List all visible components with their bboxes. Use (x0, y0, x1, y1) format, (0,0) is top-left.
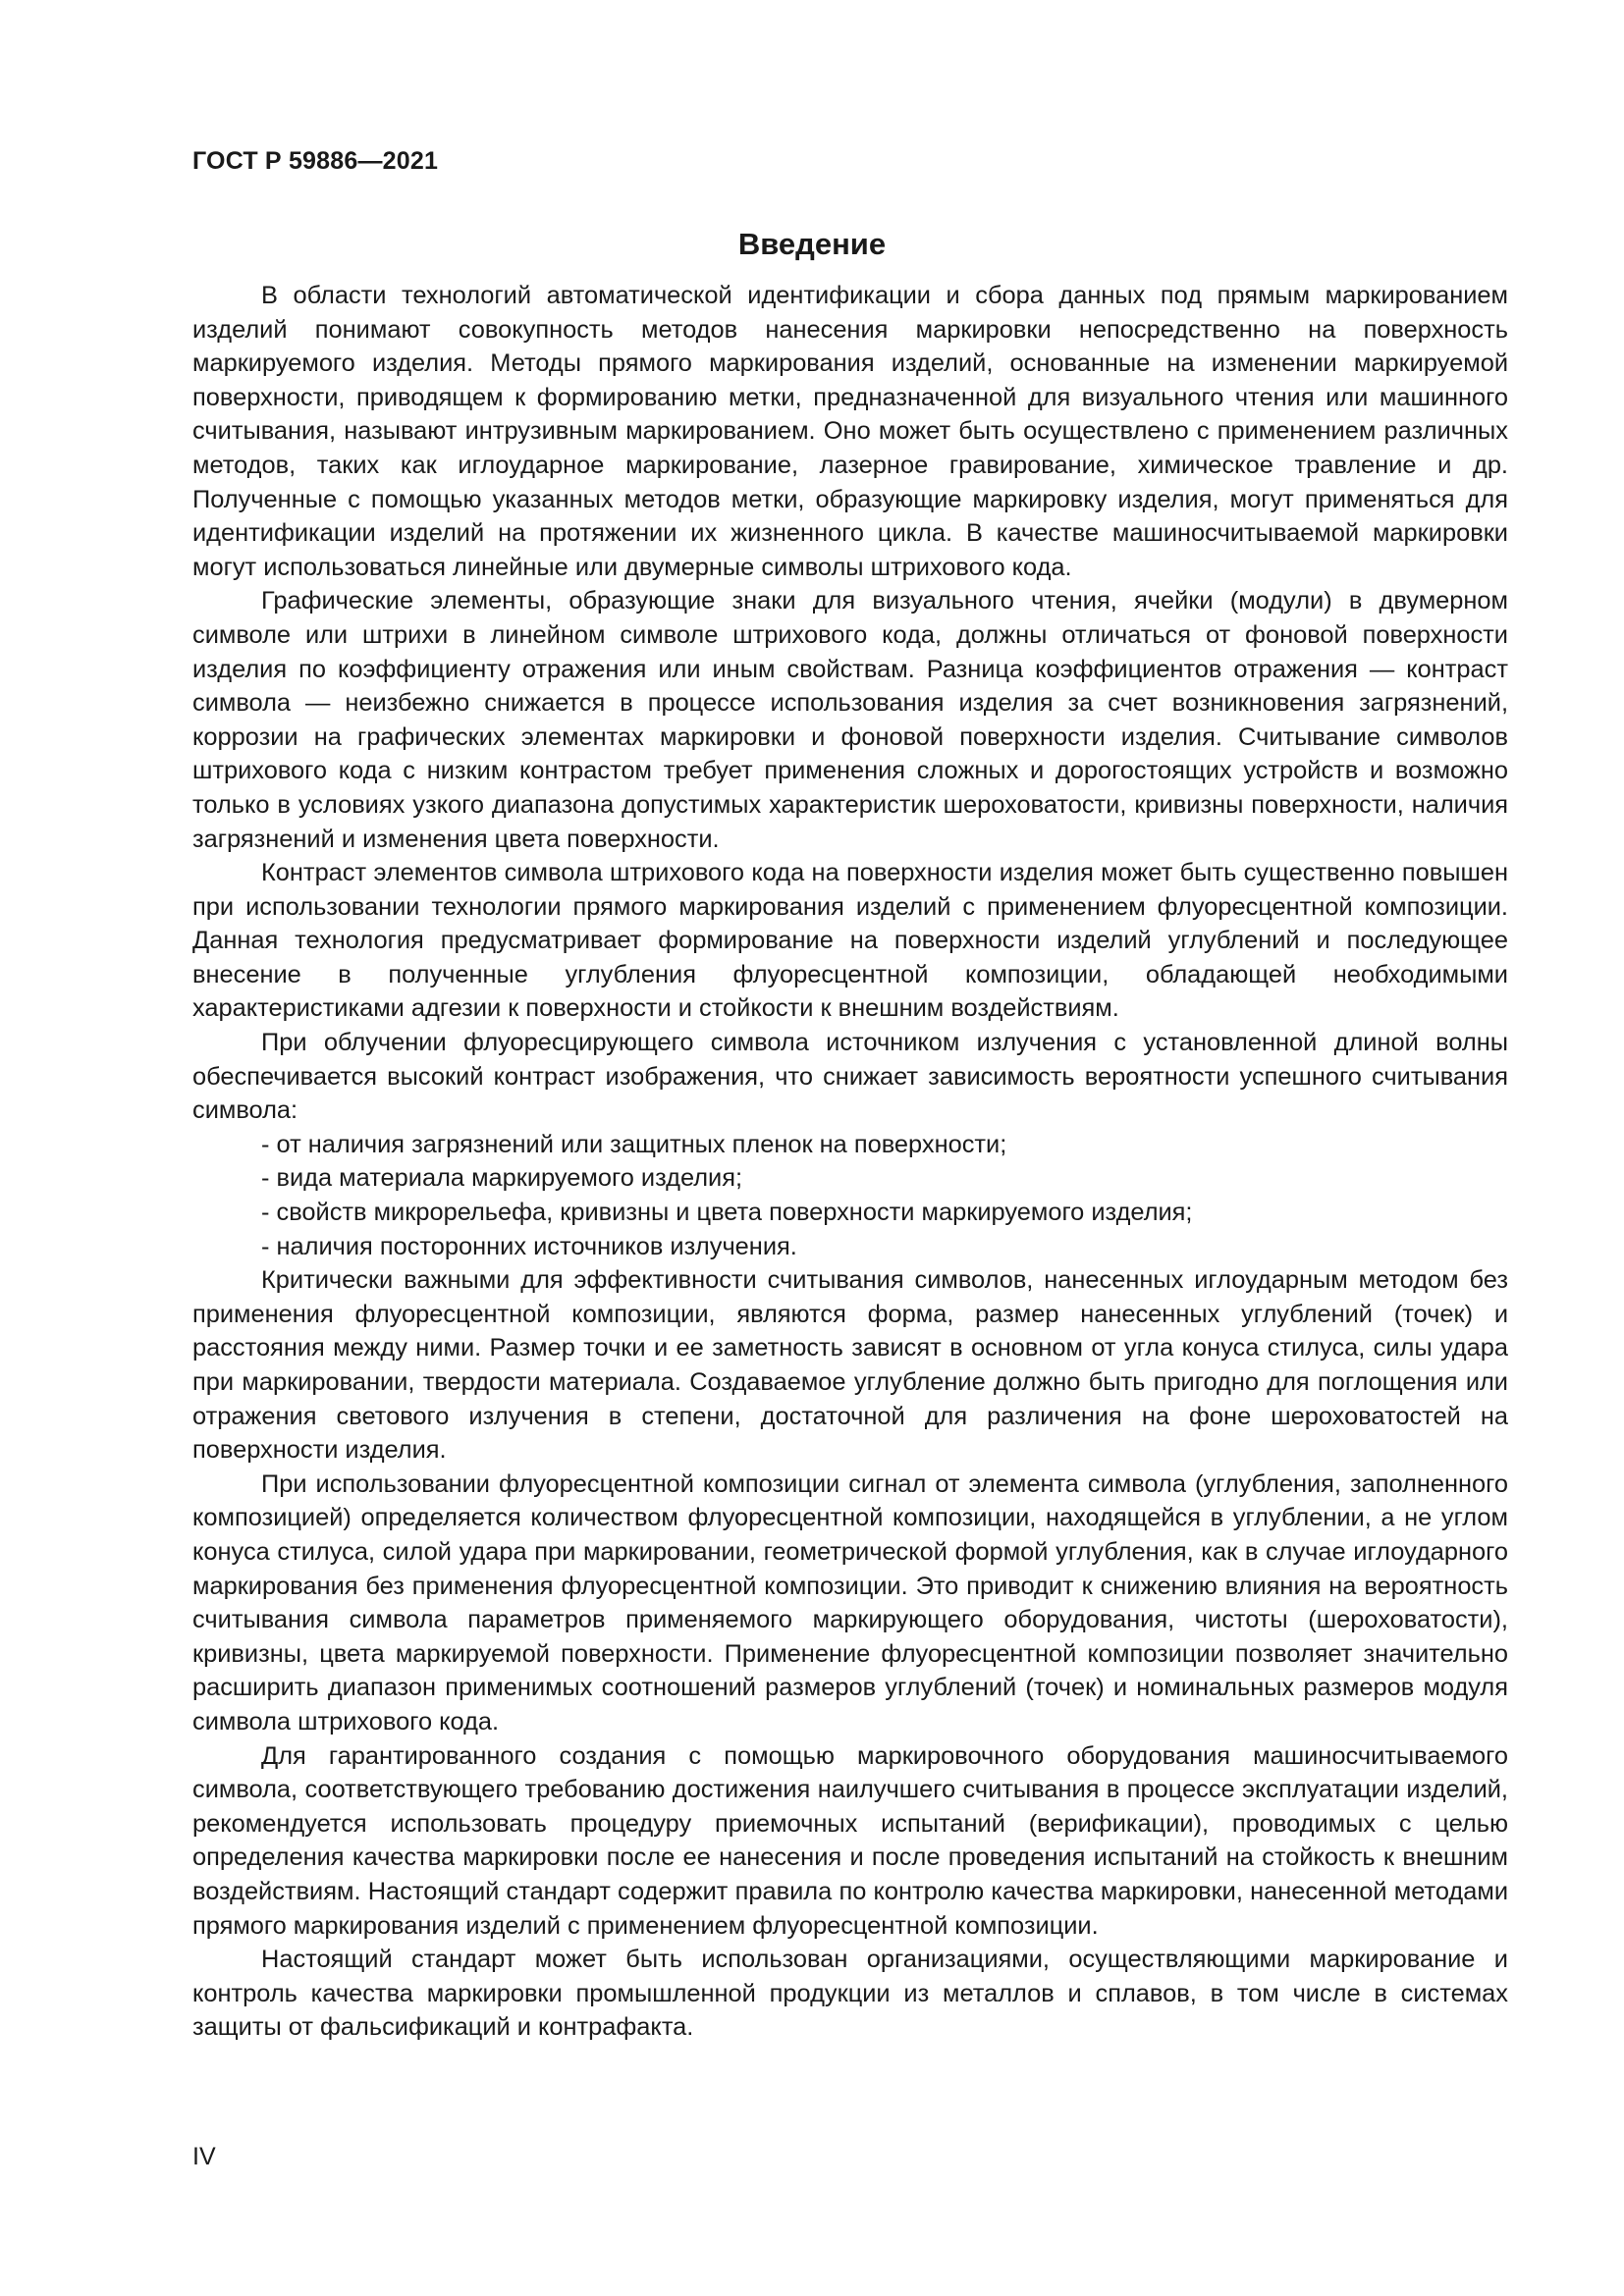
list-item: - свойств микрорельефа, кривизны и цвета поверхности маркируемого изделия; (261, 1199, 1193, 1227)
list-item: - от наличия загрязнений или защитных пленок на поверхности; (261, 1130, 1007, 1158)
document-code: ГОСТ Р 59886—2021 (192, 147, 439, 175)
page-number: IV (192, 2143, 216, 2170)
paragraph: Настоящий стандарт может быть использован организациями, осуществляющими маркирование и контроль качества маркировки промышленной продукции из металлов и сплавов, в том числе в системах защиты от фальсификаций и контрафакта. (192, 1946, 1508, 2042)
dependency-list (192, 1128, 1508, 1263)
paragraph: Критически важными для эффективности считывания символов, нанесенных иглоударным методом без применения флуоресцентной композиции, являются форма, размер нанесенных углублений (точек) и расстояния между ними. Размер точки и ее заметность зависят в основном от угла конуса стилуса, силы удара при маркировании, твердости материала. Создаваемое углубление должно быть пригодно для поглощения или отражения светового излучения в степени, достаточной для различения на фоне шероховатостей на поверхности изделия. (192, 1266, 1508, 1465)
list-item: - наличия посторонних источников излучения. (261, 1232, 797, 1260)
paragraph: При облучении флуоресцирующего символа источником излучения с установленной длиной волны обеспечивается высокий контраст изображения, что снижает зависимость вероятности успешного считывания символа: (192, 1029, 1508, 1125)
body-text (192, 279, 1508, 2045)
paragraph: В области технологий автоматической идентификации и сбора данных под прямым маркированием изделий понимают совокупность методов нанесения маркировки непосредственно на поверхность маркируемого изделия. Методы прямого маркирования изделий, основанные на изменении маркируемой поверхности, приводящем к формированию метки, предназначенной для визуального чтения или машинного считывания, называют интрузивным маркированием. Оно может быть осуществлено с применением различных методов, таких как иглоударное маркирование, лазерное гравирование, химическое травление и др. Полученные с помощью указанных методов метки, образующие маркировку изделия, могут применяться для идентификации изделий на протяжении их жизненного цикла. В качестве машиносчитываемой маркировки могут использоваться линейные или двумерные символы штрихового кода. (192, 282, 1508, 581)
paragraph: Графические элементы, образующие знаки для визуального чтения, ячейки (модули) в двумерном символе или штрихи в линейном символе штрихового кода, должны отличаться от фоновой поверхности изделия по коэффициенту отражения или иным свойствам. Разница коэффициентов отражения — контраст символа — неизбежно снижается в процессе использования изделия за счет возникновения загрязнений, коррозии на графических элементах маркировки и фоновой поверхности изделия. Считывание символов штрихового кода с низким контрастом требует применения сложных и дорогостоящих устройств и возможно только в условиях узкого диапазона допустимых характеристик шероховатости, кривизны поверхности, наличия загрязнений и изменения цвета поверхности. (192, 587, 1508, 853)
section-title: Введение (737, 227, 887, 261)
paragraph: При использовании флуоресцентной композиции сигнал от элемента символа (углубления, заполненного композицией) определяется количеством флуоресцентной композиции, находящейся в углублении, а не углом конуса стилуса, силой удара при маркировании, геометрической формой углубления, как в случае иглоударного маркирования без применения флуоресцентной композиции. Это приводит к снижению влияния на вероятность считывания символа параметров применяемого маркирующего оборудования, чистоты (шероховатости), кривизны, цвета маркируемой поверхности. Применение флуоресцентной композиции позволяет значительно расширить диапазон применимых соотношений размеров углублений (точек) и номинальных размеров модуля символа штрихового кода. (192, 1469, 1508, 1735)
paragraph: Контраст элементов символа штрихового кода на поверхности изделия может быть существенно повышен при использовании технологии прямого маркирования изделий с применением флуоресцентной композиции. Данная технология предусматривает формирование на поверхности изделий углублений и последующее внесение в полученные углубления флуоресцентной композиции, обладающей необходимыми характеристиками адгезии к поверхности и стойкости к внешним воздействиям. (192, 859, 1508, 1023)
paragraph: Для гарантированного создания с помощью маркировочного оборудования машиносчитываемого символа, соответствующего требованию достижения наилучшего считывания в процессе эксплуатации изделий, рекомендуется использовать процедуру приемочных испытаний (верификации), проводимых с целью определения качества маркировки после ее нанесения и после проведения испытаний на стойкость к внешним воздействиям. Настоящий стандарт содержит правила по контролю качества маркировки, нанесенной методами прямого маркирования изделий с применением флуоресцентной композиции. (192, 1741, 1508, 1940)
list-item: - вида материала маркируемого изделия; (261, 1164, 743, 1193)
